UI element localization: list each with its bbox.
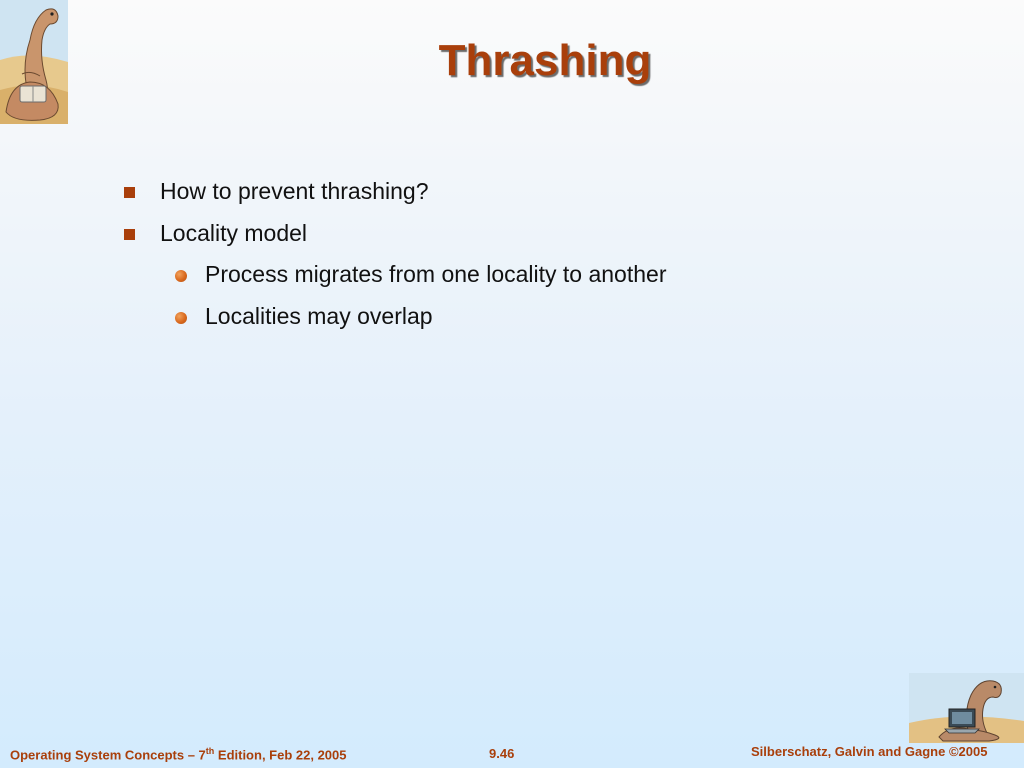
sub-bullet-item: Localities may overlap xyxy=(205,303,433,329)
footer-title-text: Operating System Concepts – 7 xyxy=(10,747,206,763)
square-bullet-icon xyxy=(124,229,135,240)
footer-book-title xyxy=(10,746,347,762)
bullet-item: How to prevent thrashing? xyxy=(160,178,429,204)
sub-bullet-item: Process migrates from one locality to another xyxy=(205,261,667,287)
page-number: 9.46 xyxy=(489,746,515,761)
footer-edition-text: Edition, Feb 22, 2005 xyxy=(214,747,347,763)
square-bullet-icon xyxy=(124,187,135,198)
bullet-item: Locality model xyxy=(160,220,308,246)
footer-edition-sup: th xyxy=(205,746,215,756)
round-bullet-icon xyxy=(175,270,187,282)
slide-title: Thrashing xyxy=(438,36,652,85)
footer-copyright: Silberschatz, Galvin and Gagne ©2005 xyxy=(751,744,988,759)
round-bullet-icon xyxy=(175,312,187,324)
